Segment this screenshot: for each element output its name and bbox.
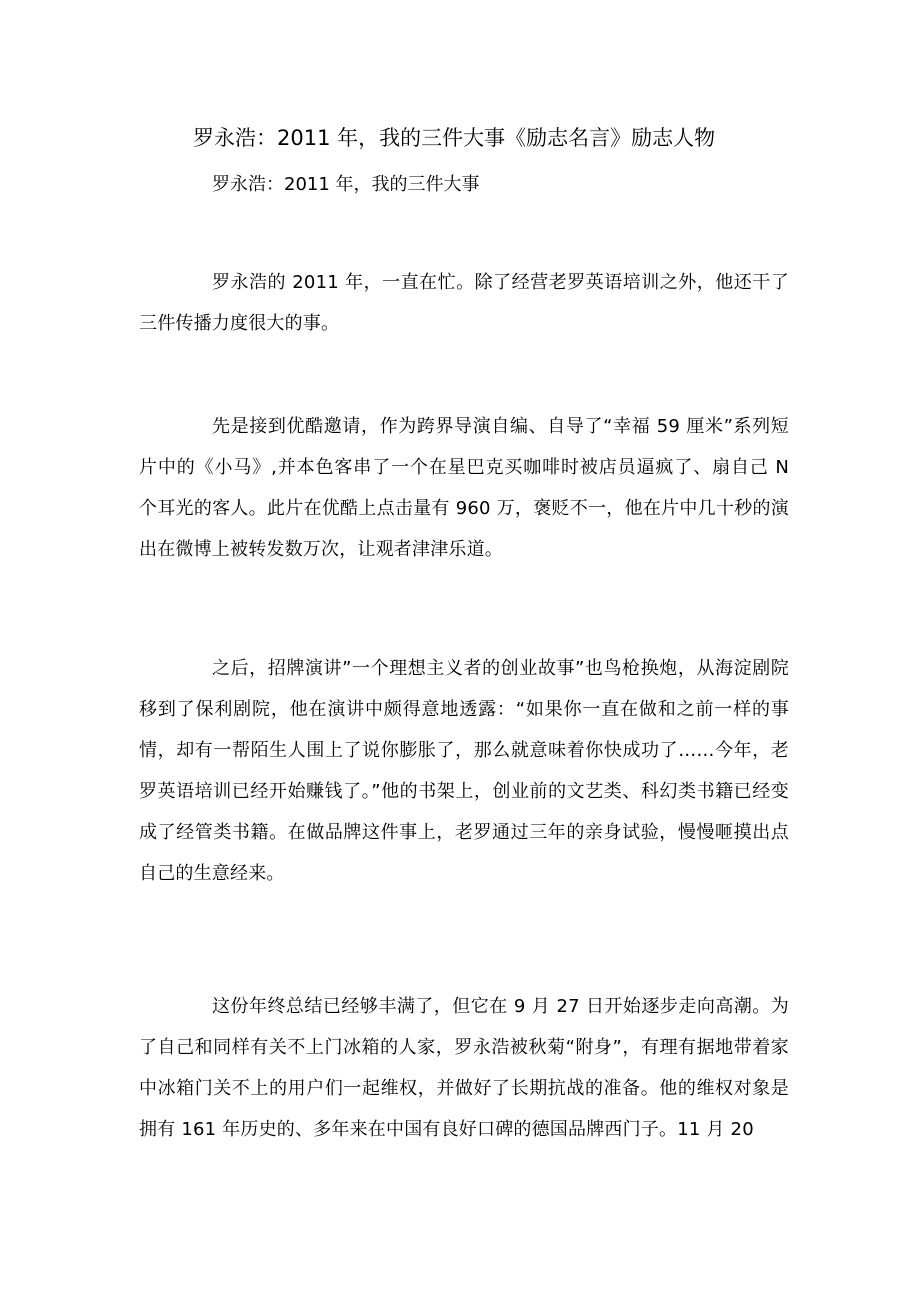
paragraph-1: 罗永浩的 2011 年，一直在忙。除了经营老罗英语培训之外，他还干了三件传播力度很大的事。 xyxy=(139,272,789,334)
paragraph-2: 先是接到优酷邀请，作为跨界导演自编、自导了“幸福 59 厘米”系列短片中的《小马》,并本色客串了一个在星巴克买咖啡时被店员逼疯了、扇自己 N 个耳光的客人。此片在优酷上点击量有 960 万，褒贬不一，他在片中几十秒的演出在微博上被转发数万次，让观者津津乐道。 xyxy=(139,416,789,560)
document-title: 罗永浩：2011 年，我的三件大事《励志名言》励志人物 xyxy=(193,126,716,150)
document-subtitle: 罗永浩：2011 年，我的三件大事 xyxy=(212,174,480,195)
paragraph-3: 之后，招牌演讲”一个理想主义者的创业故事”也鸟枪换炮，从海淀剧院移到了保利剧院，他在演讲中颇得意地透露：“如果你一直在做和之前一样的事情，却有一帮陌生人围上了说你膨胀了，那么就意味着你快成功了……今年，老罗英语培训已经开始赚钱了。”他的书架上，创业前的文艺类、科幻类书籍已经变成了经管类书籍。在做品牌这件事上，老罗通过三年的亲身试验，慢慢咂摸出点自己的生意经来。 xyxy=(139,658,789,884)
paragraph-4: 这份年终总结已经够丰满了，但它在 9 月 27 日开始逐步走向高潮。为了自己和同样有关不上门冰箱的人家，罗永浩被秋菊“附身”，有理有据地带着家中冰箱门关不上的用户们一起维权，并做好了长期抗战的准备。他的维权对象是拥有 161 年历史的、多年来在中国有良好口碑的德国品牌西门子。11 月 20 xyxy=(139,996,789,1140)
